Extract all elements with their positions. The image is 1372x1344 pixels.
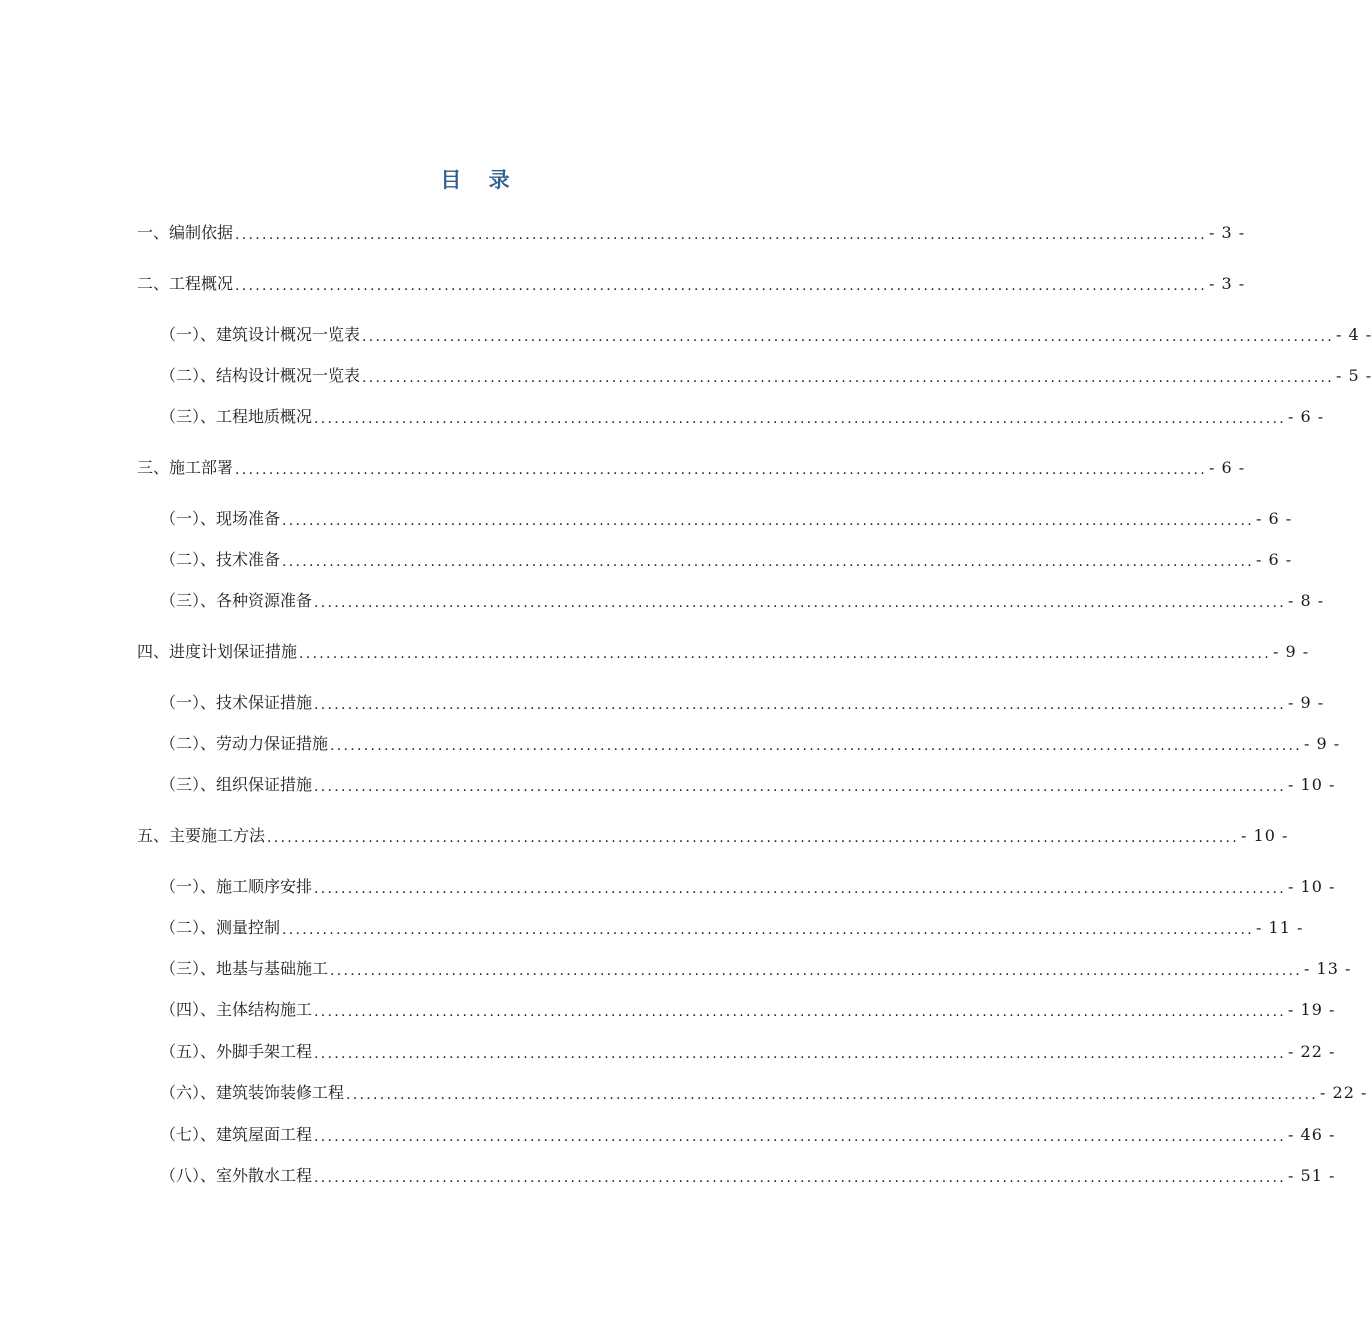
toc-entry-label: 二、工程概况: [137, 274, 234, 293]
toc-entry-page: - 8 -: [1288, 591, 1325, 610]
toc-entry[interactable]: [160, 364, 1372, 388]
toc-leader-dots: ................................................................................................................................................: [346, 1087, 1319, 1103]
toc-entry-label: （八）、室外散水工程: [160, 1166, 313, 1185]
toc-entry-label: （四）、主体结构施工: [160, 1000, 313, 1019]
toc-entry-label: （一）、技术保证措施: [160, 693, 313, 712]
toc-entry[interactable]: [160, 1040, 1336, 1064]
toc-leader-dots: ................................................................................................................................................: [314, 1129, 1287, 1145]
toc-leader-dots: ................................................................................................................................................: [314, 1004, 1287, 1020]
toc-entry-page: - 22 -: [1288, 1042, 1336, 1061]
toc-entry[interactable]: [137, 221, 1246, 245]
toc-leader-dots: ................................................................................................................................................: [282, 554, 1255, 570]
toc-entry[interactable]: [137, 456, 1246, 480]
toc-entry-page: - 9 -: [1288, 693, 1325, 712]
toc-entry-page: - 11 -: [1256, 918, 1304, 937]
toc-leader-dots: ................................................................................................................................................: [330, 738, 1303, 754]
toc-entry-page: - 9 -: [1273, 642, 1310, 661]
toc-entry-label: 五、主要施工方法: [137, 826, 266, 845]
toc-leader-dots: ................................................................................................................................................: [314, 595, 1287, 611]
toc-entry[interactable]: [160, 691, 1325, 715]
toc-entry[interactable]: [160, 589, 1325, 613]
toc-entry-page: - 6 -: [1256, 509, 1293, 528]
toc-entry-page: - 19 -: [1288, 1000, 1336, 1019]
toc-leader-dots: ................................................................................................................................................: [362, 370, 1335, 386]
toc-leader-dots: ................................................................................................................................................: [362, 329, 1335, 345]
toc-entry-label: （三）、工程地质概况: [160, 407, 313, 426]
toc-entry-label: （二）、结构设计概况一览表: [160, 366, 361, 385]
toc-leader-dots: ................................................................................................................................................: [282, 922, 1255, 938]
toc-entry-page: - 10 -: [1241, 826, 1289, 845]
toc-leader-dots: ................................................................................................................................................: [267, 830, 1240, 846]
toc-entry-page: - 6 -: [1288, 407, 1325, 426]
toc-entry-label: （一）、建筑设计概况一览表: [160, 325, 361, 344]
toc-leader-dots: ................................................................................................................................................: [299, 646, 1272, 662]
toc-entry-page: - 4 -: [1336, 325, 1372, 344]
toc-entry[interactable]: [160, 548, 1293, 572]
toc-leader-dots: ................................................................................................................................................: [235, 278, 1208, 294]
toc-entry-label: 一、编制依据: [137, 223, 234, 242]
toc-title: 目 录: [440, 168, 520, 192]
toc-entry-label: （三）、组织保证措施: [160, 775, 313, 794]
toc-entry-label: （二）、测量控制: [160, 918, 281, 937]
toc-leader-dots: ................................................................................................................................................: [314, 697, 1287, 713]
toc-entry-label: （三）、各种资源准备: [160, 591, 313, 610]
toc-entry[interactable]: [160, 1123, 1336, 1147]
toc-leader-dots: ................................................................................................................................................: [314, 881, 1287, 897]
toc-entry[interactable]: [160, 732, 1341, 756]
toc-entry-label: 三、施工部署: [137, 458, 234, 477]
toc-entry-label: 四、进度计划保证措施: [137, 642, 298, 661]
toc-entry-label: （五）、外脚手架工程: [160, 1042, 313, 1061]
toc-entry-page: - 3 -: [1209, 223, 1246, 242]
toc-entry[interactable]: [160, 875, 1336, 899]
toc-entry-page: - 6 -: [1256, 550, 1293, 569]
toc-leader-dots: ................................................................................................................................................: [314, 779, 1287, 795]
toc-entry[interactable]: [137, 272, 1246, 296]
toc-entry-page: - 5 -: [1336, 366, 1372, 385]
toc-leader-dots: ................................................................................................................................................: [235, 462, 1208, 478]
toc-entry-label: （三）、地基与基础施工: [160, 959, 329, 978]
toc-entry[interactable]: [160, 957, 1352, 981]
toc-entry-page: - 10 -: [1288, 877, 1336, 896]
toc-entry[interactable]: [160, 323, 1372, 347]
toc-entry[interactable]: [137, 824, 1289, 848]
toc-entry-page: - 9 -: [1304, 734, 1341, 753]
toc-entry-label: （一）、现场准备: [160, 509, 281, 528]
toc-entry-label: （六）、建筑装饰装修工程: [160, 1083, 345, 1102]
toc-leader-dots: ................................................................................................................................................: [282, 513, 1255, 529]
toc-leader-dots: ................................................................................................................................................: [314, 411, 1287, 427]
toc-entry-page: - 22 -: [1320, 1083, 1368, 1102]
toc-entry-page: - 6 -: [1209, 458, 1246, 477]
toc-leader-dots: ................................................................................................................................................: [314, 1046, 1287, 1062]
toc-entry[interactable]: [160, 1164, 1336, 1188]
toc-entry[interactable]: [160, 998, 1336, 1022]
toc-entry[interactable]: [160, 1081, 1368, 1105]
toc-entry-label: （二）、技术准备: [160, 550, 281, 569]
toc-entry[interactable]: [137, 640, 1310, 664]
toc-leader-dots: ................................................................................................................................................: [330, 963, 1303, 979]
toc-entry-label: （一）、施工顺序安排: [160, 877, 313, 896]
toc-entry[interactable]: [160, 773, 1336, 797]
toc-entry-label: （七）、建筑屋面工程: [160, 1125, 313, 1144]
toc-entry-page: - 51 -: [1288, 1166, 1336, 1185]
toc-entry[interactable]: [160, 916, 1304, 940]
toc-entry-page: - 3 -: [1209, 274, 1246, 293]
toc-entry[interactable]: [160, 507, 1293, 531]
toc-leader-dots: ................................................................................................................................................: [235, 227, 1208, 243]
toc-entry-page: - 10 -: [1288, 775, 1336, 794]
toc-entry-page: - 46 -: [1288, 1125, 1336, 1144]
toc-entry[interactable]: [160, 405, 1325, 429]
toc-leader-dots: ................................................................................................................................................: [314, 1170, 1287, 1186]
toc-entry-label: （二）、劳动力保证措施: [160, 734, 329, 753]
toc-entry-page: - 13 -: [1304, 959, 1352, 978]
